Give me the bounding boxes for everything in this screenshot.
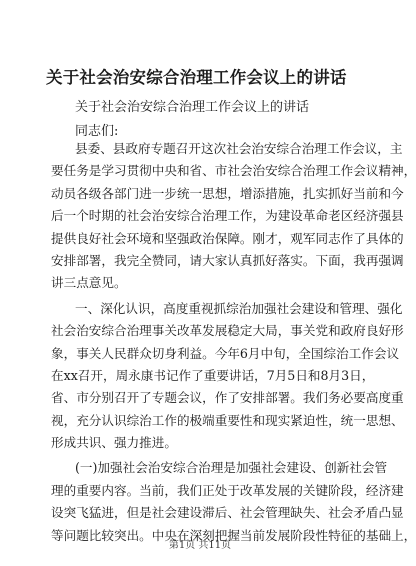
paragraph-line: 安排部署，我完全赞同，请大家认真抓好落实。下面，我再强调 <box>51 252 404 268</box>
paragraph-line: 省、市分别召开了专题会议，作了安排部署。我们务必要高度重 <box>51 390 404 406</box>
paragraph-line: (一)加强社会治安综合治理是加强社会建设、创新社会管 <box>75 460 388 476</box>
paragraph-line: 提供良好社会环境和坚强政治保障。刚才，观军同志作了具体的 <box>51 230 404 246</box>
paragraph-line: 在xx召开，周永康书记作了重要讲话，7月5日和8月3日， <box>51 367 375 383</box>
document-title: 关于社会治安综合治理工作会议上的讲话 <box>46 68 347 87</box>
paragraph-line: 后一个时期的社会治安综合治理工作，为建设革命老区经济强县 <box>51 208 404 224</box>
paragraph-line: 讲三点意见。 <box>51 275 127 291</box>
paragraph-line: 形成共识、强力推进。 <box>51 435 177 451</box>
paragraph-line: 县委、县政府专题召开这次社会治安综合治理工作会议，主 <box>75 141 403 156</box>
paragraph-line: 理的重要内容。当前，我们正处于改革发展的关键阶段，经济建 <box>51 482 404 498</box>
document-subtitle: 关于社会治安综合治理工作会议上的讲话 <box>75 100 310 115</box>
greeting: 同志们: <box>75 124 119 139</box>
page-footer: 第1页 共11页 <box>168 540 232 551</box>
paragraph-line: 等问题比较突出。中央在深刻把握当前发展阶段性特征的基础上， <box>51 527 416 543</box>
paragraph-line: 象，事关人民群众切身利益。今年6月中旬，全国综治工作会议 <box>51 345 400 361</box>
paragraph-line: 要任务是学习贯彻中央和省、市社会治安综合治理工作会议精神， <box>51 163 416 179</box>
paragraph-line: 视，充分认识综治工作的极端重要性和现实紧迫性，统一思想、 <box>51 412 404 428</box>
paragraph-line: 社会治安综合治理事关改革发展稳定大局，事关党和政府良好形 <box>51 323 404 339</box>
document-body <box>51 138 416 547</box>
paragraph-line: 动员各级各部门进一步统一思想，增添措施，扎实抓好当前和今 <box>51 185 404 201</box>
paragraph-line: 一、深化认识，高度重视抓综治加强社会建设和管理、强化 <box>75 300 403 316</box>
paragraph-line: 设突飞猛进，但是社会建设滞后、社会管理缺失、社会矛盾凸显 <box>51 505 404 521</box>
